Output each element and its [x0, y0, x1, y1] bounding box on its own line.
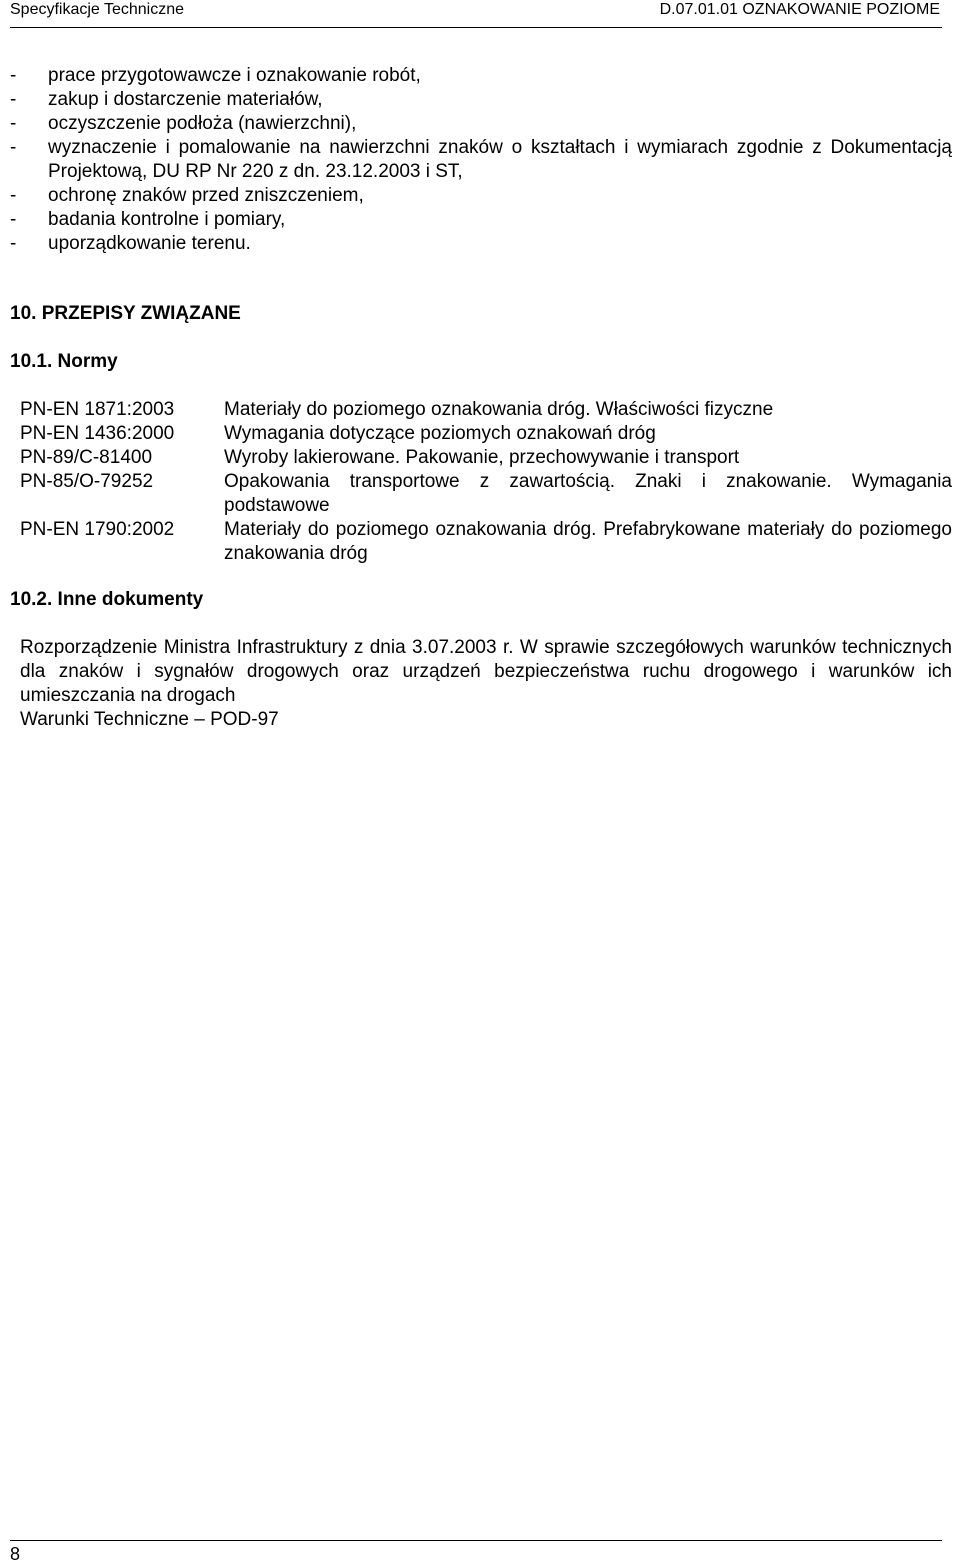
norm-code: PN-EN 1436:2000	[20, 423, 175, 444]
document-reference: Rozporządzenie Ministra Infrastruktury z dnia 3.07.2003 r. W sprawie szczegółowych warunków technicznych dla znaków i sygnałów drogowych oraz urządzeń bezpieczeństwa ruchu drogowego i warunków ich umieszczania na drogach	[20, 637, 952, 706]
header-divider	[10, 27, 942, 28]
document-reference: Warunki Techniczne – POD-97	[20, 709, 279, 730]
norm-description: Opakowania transportowe z zawartością. Znaki i znakowanie. Wymagania podstawowe	[224, 471, 952, 516]
norm-code: PN-EN 1871:2003	[20, 399, 175, 420]
norm-code: PN-EN 1790:2002	[20, 519, 175, 540]
header-section-code: D.07.01.01 OZNAKOWANIE POZIOME	[659, 1, 940, 18]
list-item: - ochronę znaków przed zniszczeniem,	[10, 185, 364, 206]
table-row	[20, 470, 952, 518]
page-header	[0, 0, 960, 28]
table-row	[20, 446, 952, 470]
list-item: - badania kontrolne i pomiary,	[10, 209, 286, 230]
table-row	[20, 422, 952, 446]
table-row	[20, 398, 952, 422]
list-item: - zakup i dostarczenie materiałów,	[10, 89, 323, 110]
footer-divider	[10, 1540, 942, 1541]
norm-code: PN-85/O-79252	[20, 471, 154, 492]
list-item: - prace przygotowawcze i oznakowanie robót,	[10, 65, 421, 86]
subsection-heading-other-documents: 10.2. Inne dokumenty	[10, 589, 204, 610]
header-document-title: Specyfikacje Techniczne	[10, 1, 185, 18]
list-item: - oczyszczenie podłoża (nawierzchni),	[10, 113, 357, 134]
table-row	[20, 518, 952, 566]
subsection-heading-norms: 10.1. Normy	[10, 351, 118, 372]
scope-list	[10, 64, 952, 256]
section-heading-related-regulations: 10. PRZEPISY ZWIĄZANE	[10, 303, 241, 324]
list-item: - uporządkowanie terenu.	[10, 233, 251, 254]
norm-description: Materiały do poziomego oznakowania dróg. Prefabrykowane materiały do poziomego znakowania dróg	[224, 519, 952, 564]
page-number: 8	[10, 1544, 21, 1564]
other-documents	[20, 636, 952, 732]
norms-table	[20, 398, 952, 566]
norm-description: Materiały do poziomego oznakowania dróg. Właściwości fizyczne	[224, 399, 774, 420]
norm-description: Wymagania dotyczące poziomych oznakowań dróg	[224, 423, 656, 444]
norm-description: Wyroby lakierowane. Pakowanie, przechowywanie i transport	[224, 447, 740, 468]
list-item: - wyznaczenie i pomalowanie na nawierzchni znaków o kształtach i wymiarach zgodnie z Dokumentacją Projektową, DU RP Nr 220 z dn. 23.12.2003 i ST,	[10, 137, 952, 182]
norm-code: PN-89/C-81400	[20, 447, 153, 468]
